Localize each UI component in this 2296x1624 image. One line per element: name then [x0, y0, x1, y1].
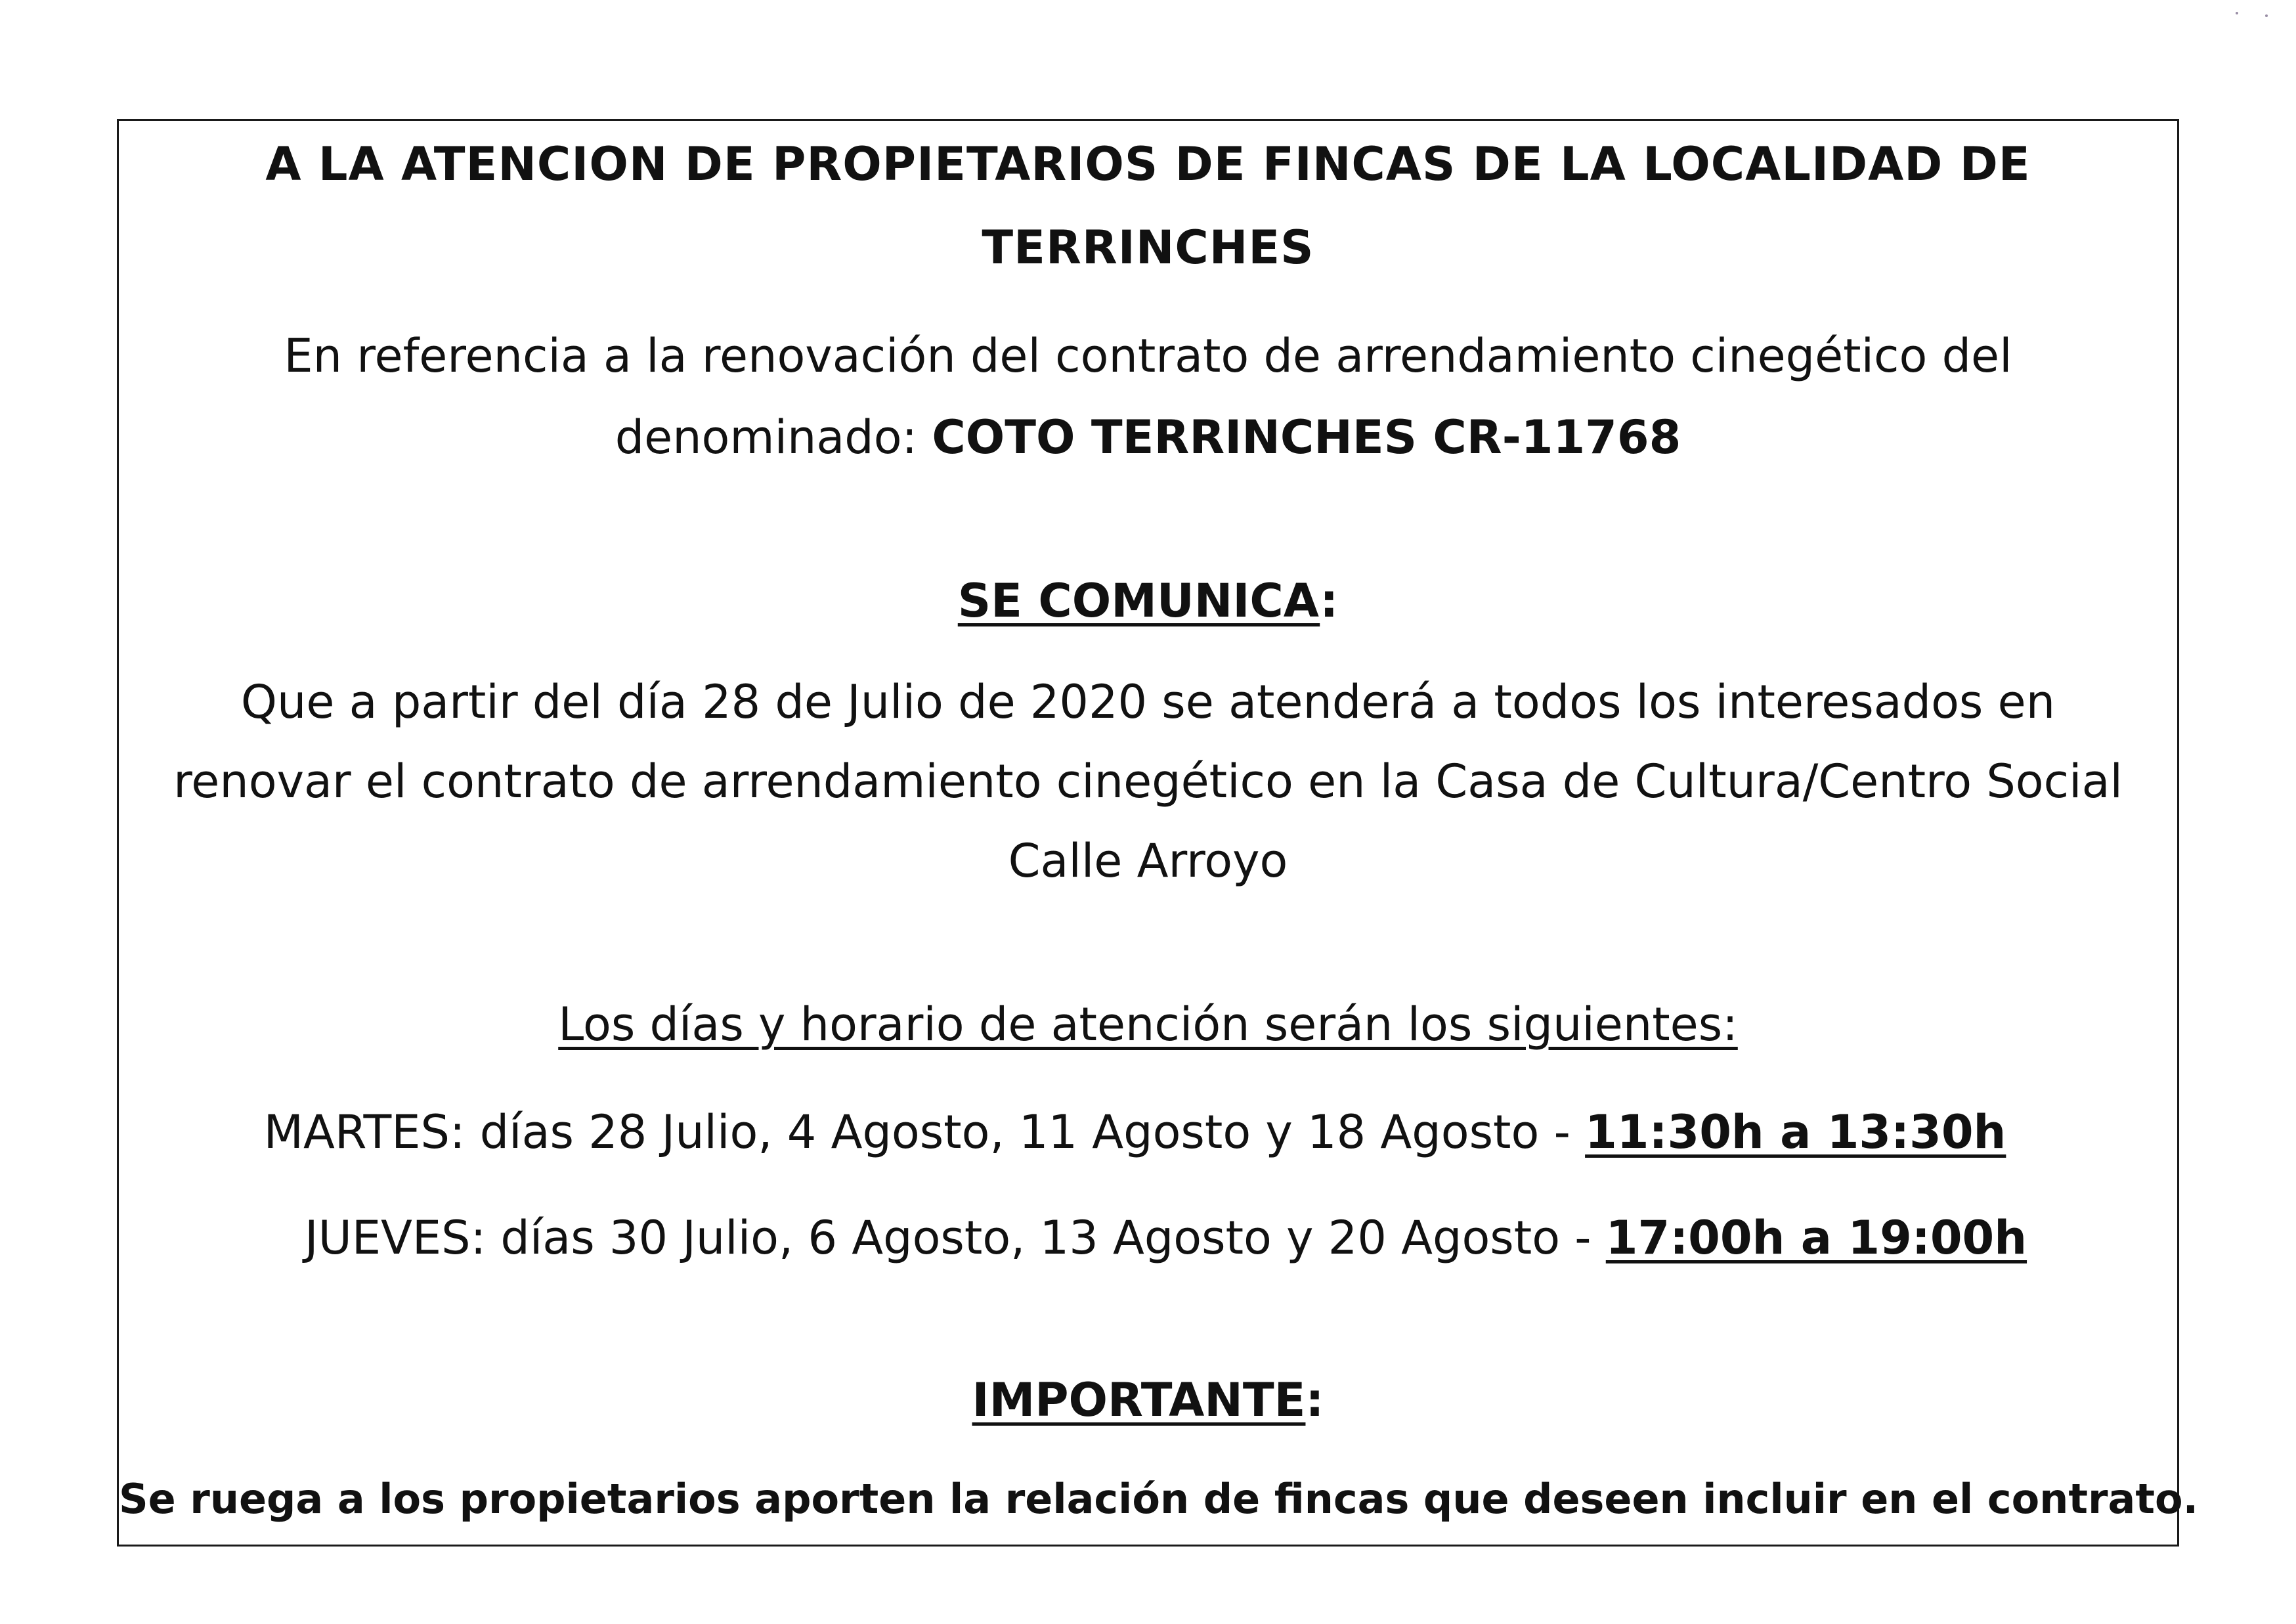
- body-line-3: Calle Arroyo: [1008, 834, 1288, 888]
- importante-colon: :: [1305, 1373, 1324, 1427]
- schedule-heading-text: Los días y horario de atención serán los siguientes:: [558, 998, 1738, 1051]
- reference-line-1: En referencia a la renovación del contrato de arrendamiento cinegético del: [284, 329, 2012, 383]
- importante-label: IMPORTANTE: [972, 1373, 1306, 1427]
- title-terrinches: TERRINCHES: [982, 221, 1314, 274]
- reference-line-2: [119, 410, 2177, 464]
- body-line-2: renovar el contrato de arrendamiento cinegético en la Casa de Cultura/Centro Social: [173, 755, 2123, 808]
- tuesday-schedule: [106, 1105, 2164, 1159]
- body-line-1: Que a partir del día 28 de Julio de 2020 se atenderá a todos los interesados en: [240, 675, 2056, 729]
- thursday-hours: 17:00h a 19:00h: [1605, 1211, 2027, 1265]
- se-comunica-label: SE COMUNICA: [957, 574, 1320, 628]
- title-line-1: A LA ATENCION DE PROPIETARIOS DE FINCAS DE LA LOCALIDAD DE: [265, 137, 2031, 191]
- thursday-days: JUEVES: días 30 Julio, 6 Agosto, 13 Agosto y 20 Agosto -: [304, 1211, 1606, 1265]
- final-request: Se ruega a los propietarios aporten la relación de fincas que deseen incluir en el contrato.: [119, 1475, 2199, 1523]
- thursday-schedule: [137, 1211, 2195, 1265]
- schedule-heading: [119, 998, 2177, 1051]
- title-line-2: [119, 221, 2177, 274]
- coto-name: COTO TERRINCHES CR-11768: [932, 410, 1681, 464]
- scan-speck: [2236, 12, 2238, 14]
- tuesday-hours: 11:30h a 13:30h: [1585, 1105, 2006, 1159]
- tuesday-days: MARTES: días 28 Julio, 4 Agosto, 11 Agosto y 18 Agosto -: [263, 1105, 1586, 1159]
- notice-box: [117, 119, 2199, 1547]
- se-comunica-colon: :: [1320, 574, 1339, 628]
- importante-heading: [119, 1373, 2177, 1427]
- se-comunica-heading: [119, 574, 2177, 628]
- scan-speck: [2265, 14, 2268, 17]
- reference-prefix: denominado:: [615, 410, 932, 464]
